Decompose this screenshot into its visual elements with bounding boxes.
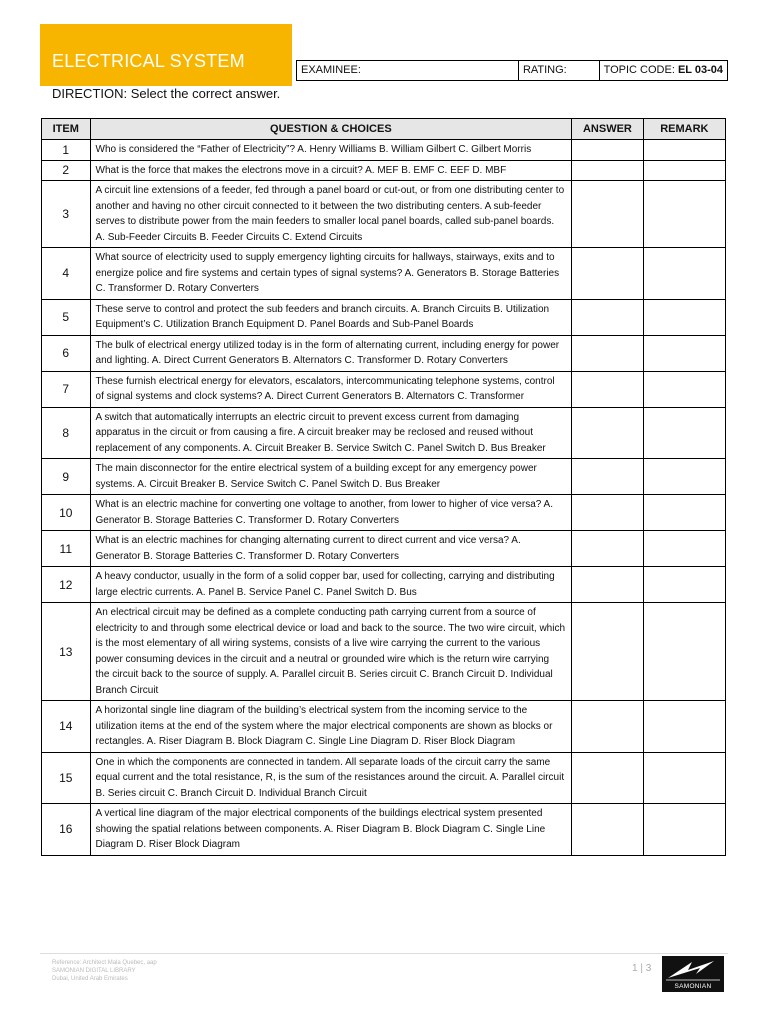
topic-code-field bbox=[600, 61, 727, 80]
header-item: ITEM bbox=[42, 119, 91, 140]
table-row bbox=[42, 181, 726, 248]
topic-label: TOPIC CODE: bbox=[603, 64, 678, 76]
remark-cell[interactable] bbox=[643, 459, 725, 495]
question-text: The main disconnector for the entire electrical system of a building except for any emergency power systems. A. Circuit Breaker B. Service Switch C. Panel Switch D. Bus Breaker bbox=[90, 459, 572, 495]
table-row bbox=[42, 299, 726, 335]
item-number: 4 bbox=[42, 248, 91, 300]
item-number: 15 bbox=[42, 752, 91, 804]
footer-ref-line: Dubai, United Arab Emirates bbox=[52, 976, 128, 982]
examinee-field bbox=[297, 61, 519, 80]
remark-cell[interactable] bbox=[643, 701, 725, 753]
table-row bbox=[42, 752, 726, 804]
rating-field bbox=[519, 61, 600, 80]
document-title: ELECTRICAL SYSTEM bbox=[52, 51, 245, 71]
answer-cell[interactable] bbox=[572, 299, 644, 335]
question-text: What is an electric machines for changing alternating current to direct current and vice versa? A. Generator B. Storage Batteries C. Transformer D. Rotary Converters bbox=[90, 531, 572, 567]
answer-cell[interactable] bbox=[572, 531, 644, 567]
footer-ref-line: SAMONIAN DIGITAL LIBRARY bbox=[52, 968, 136, 974]
header-answer: ANSWER bbox=[572, 119, 644, 140]
answer-cell[interactable] bbox=[572, 495, 644, 531]
item-number: 16 bbox=[42, 804, 91, 856]
table-row bbox=[42, 531, 726, 567]
remark-cell[interactable] bbox=[643, 495, 725, 531]
item-number: 11 bbox=[42, 531, 91, 567]
table-row bbox=[42, 371, 726, 407]
table-row bbox=[42, 804, 726, 856]
remark-cell[interactable] bbox=[643, 752, 725, 804]
table-row bbox=[42, 495, 726, 531]
answer-cell[interactable] bbox=[572, 371, 644, 407]
table-row bbox=[42, 160, 726, 181]
direction-text: DIRECTION: Select the correct answer. bbox=[52, 86, 281, 101]
table-row bbox=[42, 701, 726, 753]
topic-code: EL 03-04 bbox=[677, 64, 723, 76]
remark-cell[interactable] bbox=[643, 140, 725, 161]
answer-cell[interactable] bbox=[572, 407, 644, 459]
remark-cell[interactable] bbox=[643, 407, 725, 459]
question-text: A switch that automatically interrupts an electric circuit to prevent excess current from damaging apparatus in the circuit or from causing a fire. A circuit breaker may be reclosed and reused without replacement of any components. A. Circuit Breaker B. Service Switch C. Panel Switch D. Bus Breaker bbox=[90, 407, 572, 459]
question-text: These serve to control and protect the sub feeders and branch circuits. A. Branch Circuits B. Utilization Equipment’s C. Utilization Branch Equipment D. Panel Boards and Sub-Panel Boards bbox=[90, 299, 572, 335]
table-row bbox=[42, 335, 726, 371]
answer-cell[interactable] bbox=[572, 603, 644, 701]
answer-cell[interactable] bbox=[572, 752, 644, 804]
remark-cell[interactable] bbox=[643, 804, 725, 856]
table-header-row bbox=[42, 119, 726, 140]
question-text: A heavy conductor, usually in the form of a solid copper bar, used for collecting, carrying and distributing large electric currents. A. Panel B. Service Panel C. Panel Switch D. Bus bbox=[90, 567, 572, 603]
question-text: The bulk of electrical energy utilized today is in the form of alternating current, including energy for power and lighting. A. Direct Current Generators B. Alternators C. Transformer D. Rotary Converters bbox=[90, 335, 572, 371]
footer-divider bbox=[40, 953, 728, 954]
item-number: 6 bbox=[42, 335, 91, 371]
question-text: A vertical line diagram of the major electrical components of the buildings electrical system presented showing the spatial relations between components. A. Riser Diagram B. Block Diagram C. Single Line Diagram D. Riser Block Diagram bbox=[90, 804, 572, 856]
footer-reference bbox=[52, 959, 157, 983]
table-row bbox=[42, 459, 726, 495]
table-row bbox=[42, 140, 726, 161]
answer-cell[interactable] bbox=[572, 335, 644, 371]
question-text: One in which the components are connected in tandem. All separate loads of the circuit carry the same equal current and the total resistance, R, is the sum of the resistances around the circuit. A. Parallel circuit B. Series circuit C. Branch Circuit D. Individual Branch Circuit bbox=[90, 752, 572, 804]
question-text: An electrical circuit may be defined as a complete conducting path carrying current from a source of electricity to and through some electrical device or load and back to the source. The two wire circuit, which is the most elementary of all wiring systems, consists of a live wire carrying the current to the various power consuming devices in the circuit and a neutral or grounded wire which is the return wire carrying the circuit back to the source of supply. A. Parallel circuit B. Series circuit C. Branch Circuit D. Individual Branch Circuit bbox=[90, 603, 572, 701]
samonian-logo bbox=[662, 956, 724, 992]
item-number: 2 bbox=[42, 160, 91, 181]
item-number: 12 bbox=[42, 567, 91, 603]
answer-cell[interactable] bbox=[572, 701, 644, 753]
remark-cell[interactable] bbox=[643, 248, 725, 300]
table-row bbox=[42, 248, 726, 300]
examinee-label: EXAMINEE: bbox=[301, 64, 361, 76]
footer-ref-line: Reference: Architect Mala Quebec, aap bbox=[52, 960, 157, 966]
table-row bbox=[42, 567, 726, 603]
question-text: What is the force that makes the electrons move in a circuit? A. MEF B. EMF C. EEF D. MBF bbox=[90, 160, 572, 181]
remark-cell[interactable] bbox=[643, 603, 725, 701]
item-number: 9 bbox=[42, 459, 91, 495]
question-text: Who is considered the “Father of Electricity”? A. Henry Williams B. William Gilbert C. Gilbert Morris bbox=[90, 140, 572, 161]
answer-cell[interactable] bbox=[572, 140, 644, 161]
header-question: QUESTION & CHOICES bbox=[90, 119, 572, 140]
item-number: 3 bbox=[42, 181, 91, 248]
item-number: 10 bbox=[42, 495, 91, 531]
exam-meta-row bbox=[296, 60, 728, 81]
item-number: 8 bbox=[42, 407, 91, 459]
remark-cell[interactable] bbox=[643, 299, 725, 335]
answer-cell[interactable] bbox=[572, 804, 644, 856]
header-remark: REMARK bbox=[643, 119, 725, 140]
answer-cell[interactable] bbox=[572, 459, 644, 495]
remark-cell[interactable] bbox=[643, 181, 725, 248]
logo-text: SAMONIAN bbox=[674, 983, 712, 990]
page-number: 1 | 3 bbox=[632, 963, 652, 974]
item-number: 5 bbox=[42, 299, 91, 335]
question-text: These furnish electrical energy for elevators, escalators, intercommunicating telephone systems, control of signal systems and clock systems? A. Direct Current Generators B. Alternators C. Transformer bbox=[90, 371, 572, 407]
remark-cell[interactable] bbox=[643, 335, 725, 371]
answer-cell[interactable] bbox=[572, 567, 644, 603]
remark-cell[interactable] bbox=[643, 531, 725, 567]
answer-cell[interactable] bbox=[572, 181, 644, 248]
item-number: 7 bbox=[42, 371, 91, 407]
table-row bbox=[42, 603, 726, 701]
remark-cell[interactable] bbox=[643, 567, 725, 603]
table-row bbox=[42, 407, 726, 459]
remark-cell[interactable] bbox=[643, 371, 725, 407]
question-text: A horizontal single line diagram of the building’s electrical system from the incoming service to the utilization items at the end of the system where the major electrical components are shown as blocks or rectangles. A. Riser Diagram B. Block Diagram C. Single Line Diagram D. Riser Block Diagram bbox=[90, 701, 572, 753]
answer-cell[interactable] bbox=[572, 160, 644, 181]
question-table bbox=[41, 118, 726, 856]
item-number: 14 bbox=[42, 701, 91, 753]
remark-cell[interactable] bbox=[643, 160, 725, 181]
question-text: What source of electricity used to supply emergency lighting circuits for hallways, stairways, exits and to energize police and fire systems and certain types of signal systems? A. Generators B. Storage Batteries C. Transformer D. Rotary Converters bbox=[90, 248, 572, 300]
question-text: What is an electric machine for converting one voltage to another, from lower to higher of vice versa? A. Generator B. Storage Batteries C. Transformer D. Rotary Converters bbox=[90, 495, 572, 531]
question-text: A circuit line extensions of a feeder, fed through a panel board or cut-out, or from one distributing center to another and having no other circuit connected to it between the two distributing centers. A sub-feeder serves to distribute power from the main feeders to smaller local panel boards, called sub-panel boards. A. Sub-Feeder Circuits B. Feeder Circuits C. Extend Circuits bbox=[90, 181, 572, 248]
logo-mark-icon bbox=[662, 956, 724, 982]
item-number: 13 bbox=[42, 603, 91, 701]
rating-label: RATING: bbox=[522, 64, 567, 76]
item-number: 1 bbox=[42, 140, 91, 161]
title-block bbox=[40, 24, 292, 86]
answer-cell[interactable] bbox=[572, 248, 644, 300]
